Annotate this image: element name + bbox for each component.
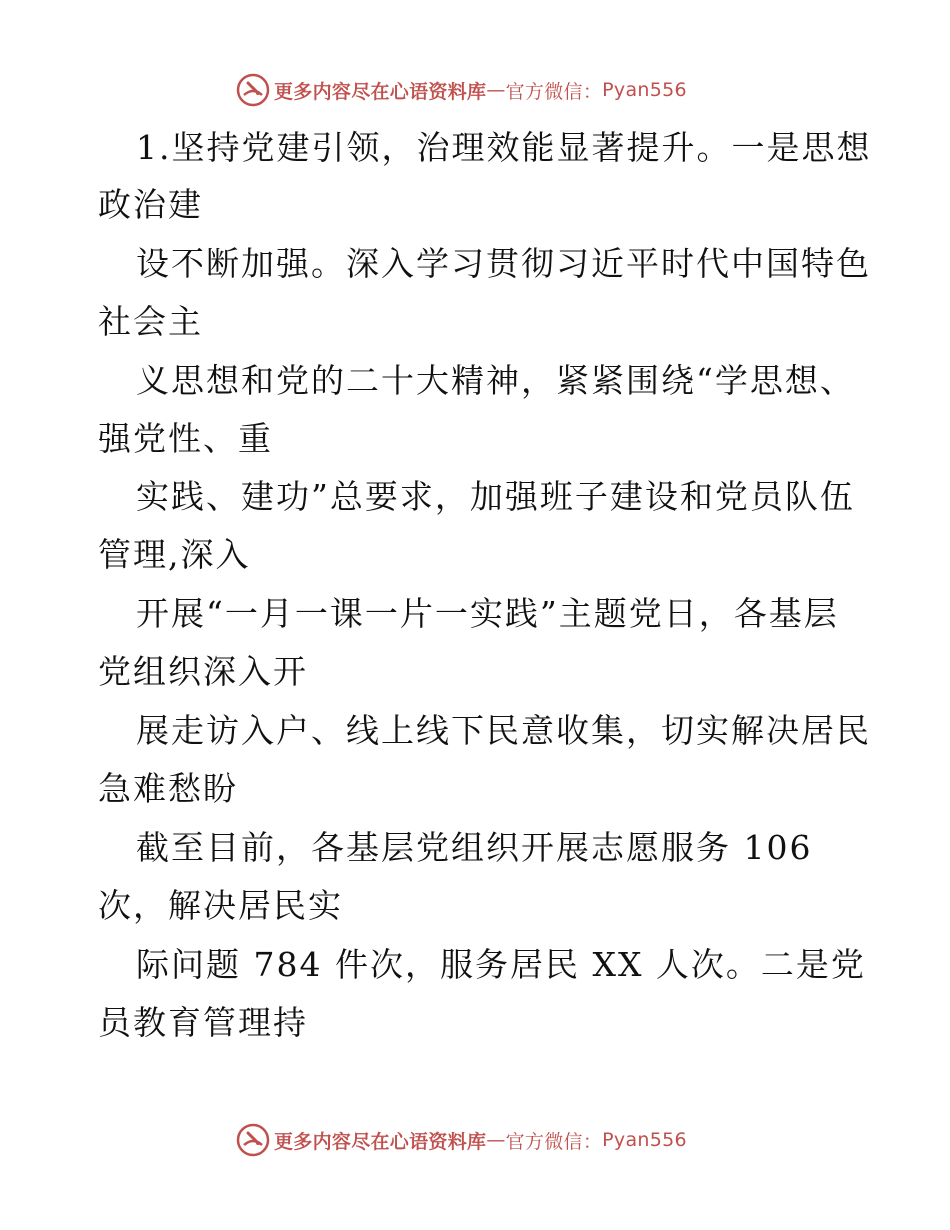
text-line: 设不断加强。深入学习贯彻习近平时代中国特色 — [136, 244, 871, 283]
watermark-library-text: 更多内容尽在心语资料库 — [274, 80, 487, 103]
text-line: 展走访入户、线上线下民意收集，切实解决居民 — [136, 711, 871, 750]
text-line: 开展“一月一课一片一实践”主题党日，各基层 — [136, 594, 839, 633]
text-line: 际问题 784 件次，服务居民 XX 人次。二是党 — [136, 945, 866, 984]
watermark-dash: — — [486, 79, 506, 101]
text-line: 实践、建功”总要求，加强班子建设和党员队伍 — [136, 477, 855, 516]
watermark-wechat-id: Pyan556 — [602, 1129, 687, 1151]
text-line: 义思想和党的二十大精神，紧紧围绕“学思想、 — [136, 361, 855, 400]
text-line: 政治建 — [98, 185, 203, 224]
text-line: 党组织深入开 — [98, 652, 308, 691]
footer-watermark — [236, 1122, 687, 1158]
watermark-wechat-id: Pyan556 — [602, 79, 687, 101]
text-line: 次，解决居民实 — [98, 886, 343, 925]
text-line: 社会主 — [98, 302, 203, 341]
text-line: 急难愁盼 — [98, 769, 238, 808]
watermark-library-text: 更多内容尽在心语资料库 — [274, 1130, 487, 1153]
text-line: 员教育管理持 — [98, 1003, 308, 1042]
text-line: 管理,深入 — [98, 535, 251, 574]
text-line: 1.坚持党建引领，治理效能显著提升。一是思想 — [136, 128, 872, 167]
watermark-wechat-label: 官方微信： — [505, 80, 603, 103]
watermark-dash: — — [486, 1129, 506, 1151]
header-watermark — [236, 72, 687, 108]
text-line: 强党性、重 — [98, 419, 273, 458]
book-pen-logo-icon — [236, 73, 270, 107]
book-pen-logo-icon — [236, 1123, 270, 1157]
text-line: 截至目前，各基层党组织开展志愿服务 106 — [136, 828, 813, 867]
watermark-wechat-label: 官方微信： — [505, 1130, 603, 1153]
